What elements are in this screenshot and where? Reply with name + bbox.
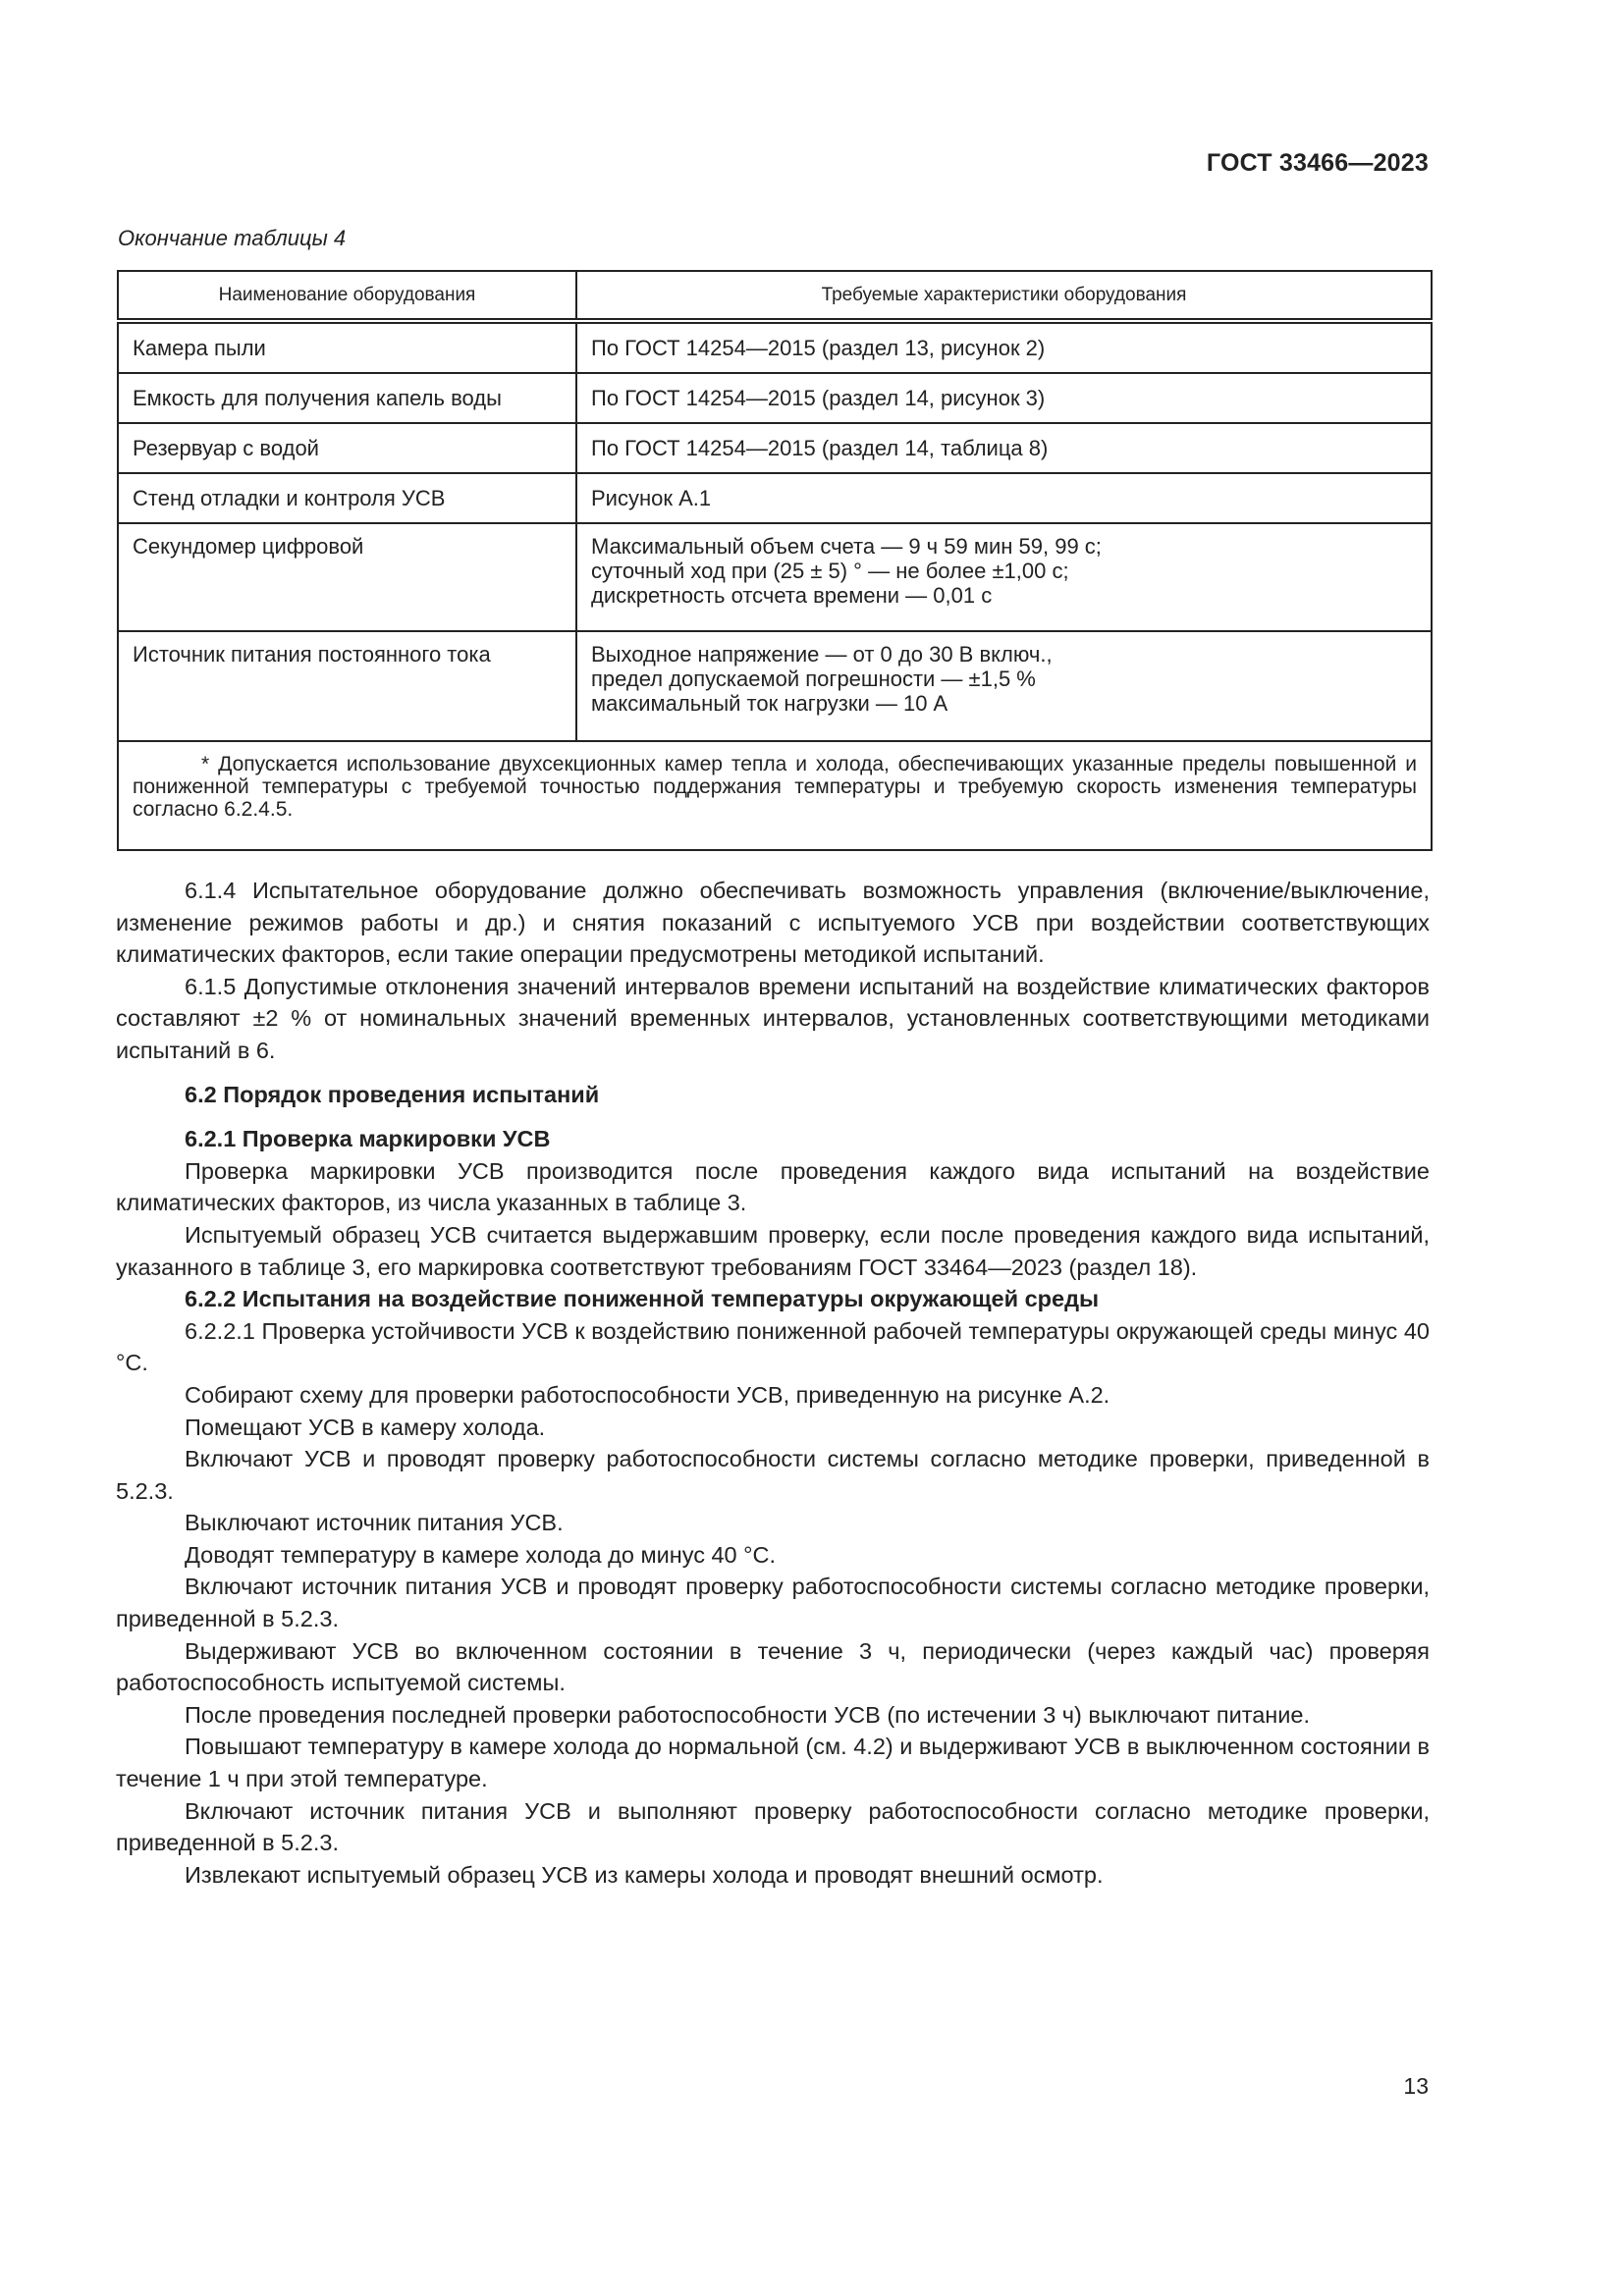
table-row: [118, 373, 1432, 423]
equipment-spec-cell: [576, 631, 1432, 741]
equipment-spec-cell: По ГОСТ 14254—2015 (раздел 14, рисунок 3): [576, 373, 1432, 423]
procedure-step: Извлекают испытуемый образец УСВ из камеры холода и проводят внешний осмотр.: [185, 1861, 1104, 1888]
paragraph: Испытуемый образец УСВ считается выдержавшим проверку, если после проведения каждого вида испытаний, указанного в таблице 3, его маркировка соответствуют требованиям ГОСТ 33464—2023 (раздел 18).: [116, 1221, 1430, 1280]
column-header-equipment-requirements: Требуемые характеристики оборудования: [576, 271, 1432, 321]
procedure-step: Собирают схему для проверки работоспособности УСВ, приведенную на рисунке А.2.: [185, 1381, 1110, 1408]
procedure-step: Включают УСВ и проводят проверку работоспособности системы согласно методике проверки, приведенной в 5.2.3.: [116, 1446, 1430, 1504]
procedure-step: Повышают температуру в камере холода до нормальной (см. 4.2) и выдерживают УСВ в выключенном состоянии в течение 1 ч при этой температуре.: [116, 1734, 1430, 1792]
equipment-spec-cell: По ГОСТ 14254—2015 (раздел 14, таблица 8): [576, 423, 1432, 473]
section-heading-6-2-2: 6.2.2 Испытания на воздействие пониженной температуры окружающей среды: [185, 1286, 1100, 1312]
procedure-step: Включают источник питания УСВ и выполняют проверку работоспособности согласно методике проверки, приведенной в 5.2.3.: [116, 1797, 1430, 1856]
table-row: [118, 523, 1432, 631]
equipment-table: [117, 270, 1433, 851]
procedure-step: После проведения последней проверки работоспособности УСВ (по истечении 3 ч) выключают питание.: [185, 1701, 1310, 1728]
equipment-name-cell: Емкость для получения капель воды: [118, 373, 576, 423]
equipment-name-cell: Источник питания постоянного тока: [118, 631, 576, 741]
spec-line: Максимальный объем счета — 9 ч 59 мин 59, 99 с;: [591, 534, 1102, 559]
section-heading-6-2: 6.2 Порядок проведения испытаний: [185, 1081, 600, 1107]
paragraph-6-2-2-1: 6.2.2.1 Проверка устойчивости УСВ к воздействию пониженной рабочей температуры окружающей среды минус 40 °С.: [116, 1317, 1430, 1376]
column-header-equipment-name: Наименование оборудования: [118, 271, 576, 321]
spec-line: суточный ход при (25 ± 5) ° — не более ±1,00 с;: [591, 559, 1069, 583]
procedure-step: Включают источник питания УСВ и проводят проверку работоспособности системы согласно методике проверки, приведенной в 5.2.3.: [116, 1574, 1430, 1632]
spec-line: предел допускаемой погрешности — ±1,5 %: [591, 667, 1036, 691]
table-row: [118, 473, 1432, 523]
equipment-name-cell: Камера пыли: [118, 321, 576, 373]
section-heading-6-2-1: 6.2.1 Проверка маркировки УСВ: [185, 1126, 551, 1152]
equipment-name-cell: Секундомер цифровой: [118, 523, 576, 631]
table-row: [118, 321, 1432, 373]
equipment-name-cell: Стенд отладки и контроля УСВ: [118, 473, 576, 523]
equipment-spec-cell: [576, 523, 1432, 631]
procedure-step: Выключают источник питания УСВ.: [185, 1510, 564, 1536]
spec-line: максимальный ток нагрузки — 10 А: [591, 691, 948, 716]
procedure-step: Помещают УСВ в камеру холода.: [185, 1414, 546, 1440]
procedure-step: Доводят температуру в камере холода до минус 40 °С.: [185, 1541, 777, 1568]
equipment-spec-cell: По ГОСТ 14254—2015 (раздел 13, рисунок 2): [576, 321, 1432, 373]
paragraph: Проверка маркировки УСВ производится после проведения каждого вида испытаний на воздействие климатических факторов, из числа указанных в таблице 3.: [116, 1157, 1430, 1216]
document-body: [116, 875, 1430, 1891]
paragraph-6-1-4: 6.1.4 Испытательное оборудование должно обеспечивать возможность управления (включение/выключение, изменение режимов работы и др.) и снятия показаний с испытуемого УСВ при воздействии соответствующих климатических факторов, если такие операции предусмотрены методикой испытаний.: [116, 878, 1430, 968]
table-header-row: [118, 271, 1432, 321]
table-row: [118, 423, 1432, 473]
equipment-name-cell: Резервуар с водой: [118, 423, 576, 473]
document-code-header: ГОСТ 33466—2023: [1206, 149, 1429, 177]
spec-line: Выходное напряжение — от 0 до 30 В включ.,: [591, 642, 1053, 667]
page-number: 13: [1403, 2073, 1429, 2099]
table-caption: Окончание таблицы 4: [118, 226, 347, 250]
equipment-spec-cell: Рисунок А.1: [576, 473, 1432, 523]
paragraph-6-1-5: 6.1.5 Допустимые отклонения значений интервалов времени испытаний на воздействие климатических факторов составляют ±2 % от номинальных значений временных интервалов, установленных соответствующими методиками испытаний в 6.: [116, 973, 1430, 1063]
footnote-text: * Допускается использование двухсекционных камер тепла и холода, обеспечивающих указанные пределы повышенной и пониженной температуры с требуемой точностью поддержания температуры и требуемую скорость изменения температуры согласно 6.2.4.5.: [133, 753, 1417, 821]
table-footnote: [118, 741, 1432, 850]
table-footnote-row: [118, 741, 1432, 850]
table-row: [118, 631, 1432, 741]
procedure-step: Выдерживают УСВ во включенном состоянии в течение 3 ч, периодически (через каждый час) проверяя работоспособность испытуемой системы.: [116, 1637, 1430, 1696]
spec-line: дискретность отсчета времени — 0,01 с: [591, 583, 993, 608]
